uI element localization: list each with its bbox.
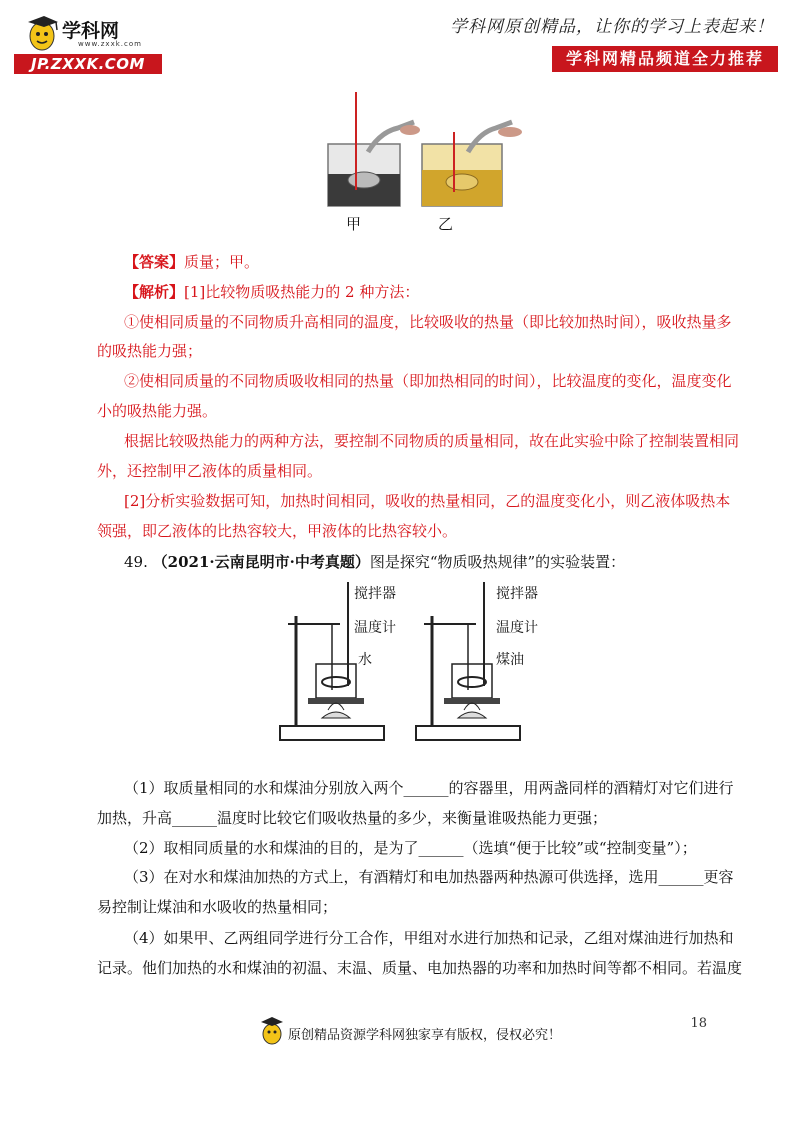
analysis-line-9: 领强，即乙液体的比热容较大，甲液体的比热容较小。 [97, 522, 458, 540]
label-thermometer-left: 温度计 [354, 620, 396, 636]
label-liquid-left: 水 [358, 652, 372, 668]
figure-label-yi: 乙 [438, 215, 454, 233]
beaker-experiment-figure [318, 92, 532, 212]
question-line-7: 记录。他们加热的水和煤油的初温、末温、质量、电加热器的功率和加热时间等都不相同。若温度 [97, 959, 743, 977]
question-line-6: （4）如果甲、乙两组同学进行分工合作，甲组对水进行加热和记录，乙组对煤油进行加热和 [124, 929, 734, 947]
header-slogan: 学科网原创精品，让你的学习上表起来！ [450, 17, 774, 37]
analysis-line-4: ②使相同质量的不同物质吸收相同的热量（即加热相同的时间），比较温度的变化，温度变化 [124, 372, 732, 390]
answer-line [124, 252, 259, 272]
page-number: 18 [690, 1016, 707, 1031]
question-line-4: （3）在对水和煤油加热的方式上，有酒精灯和电加热器两种热源可供选择，选用______更容 [124, 868, 734, 886]
question-line-1: （1）取质量相同的水和煤油分别放入两个______的容器里，用两盏同样的酒精灯对它们进行 [124, 779, 734, 797]
logo-url: JP.ZXXK.COM [14, 54, 162, 74]
analysis-line-1: 【解析】[1]比较物质吸热能力的 2 种方法： [124, 283, 420, 301]
question-source: （2021·云南昆明市·中考真题） [152, 553, 370, 571]
footer-copyright: 原创精品资源学科网独家享有版权，侵权必究！ [288, 1028, 562, 1043]
question-line-5: 易控制让煤油和水吸收的热量相同； [97, 898, 338, 916]
figure-label-jia: 甲 [346, 215, 362, 233]
label-stirrer-right: 搅拌器 [496, 586, 538, 602]
logo-brand: 学科网 [62, 20, 120, 42]
analysis-tag: 【解析】 [124, 283, 185, 301]
question-line-3: （2）取相同质量的水和煤油的目的，是为了______（选填“便于比较”或“控制变量”）； [124, 839, 697, 857]
logo-small-url: www.zxxk.com [78, 40, 142, 48]
header-promo-banner[interactable]: 学科网精品频道全力推荐 [552, 46, 778, 72]
analysis-line-5: 小的吸热能力强。 [97, 402, 218, 420]
analysis-line-8: [2]分析实验数据可知，加热时间相同，吸收的热量相同，乙的温度变化小，则乙液体吸热本 [124, 492, 731, 510]
site-logo[interactable] [14, 10, 164, 74]
label-thermometer-right: 温度计 [496, 620, 538, 636]
analysis-line-3: 的吸热能力强； [97, 342, 203, 360]
analysis-line-6: 根据比较吸热能力的两种方法，要控制不同物质的质量相同，故在此实验中除了控制装置相同 [124, 432, 740, 450]
question-header [124, 552, 625, 572]
label-stirrer-left: 搅拌器 [354, 586, 396, 602]
answer-text: 质量；甲。 [184, 253, 260, 271]
analysis-line-2: ①使相同质量的不同物质升高相同的温度，比较吸收的热量（即比较加热时间），吸收热量多 [124, 313, 732, 331]
answer-tag: 【答案】 [124, 253, 185, 271]
label-liquid-right: 煤油 [496, 652, 524, 668]
question-number: 49. [124, 553, 148, 571]
question-stem: 图是探究“物质吸热规律”的实验装置： [369, 553, 626, 571]
mascot-icon [24, 14, 62, 54]
question-line-2: 加热，升高______温度时比较它们吸收热量的多少，来衡量谁吸热能力更强； [97, 809, 608, 827]
footer-mascot-icon [258, 1016, 286, 1046]
analysis-line-7: 外，还控制甲乙液体的质量相同。 [97, 462, 323, 480]
